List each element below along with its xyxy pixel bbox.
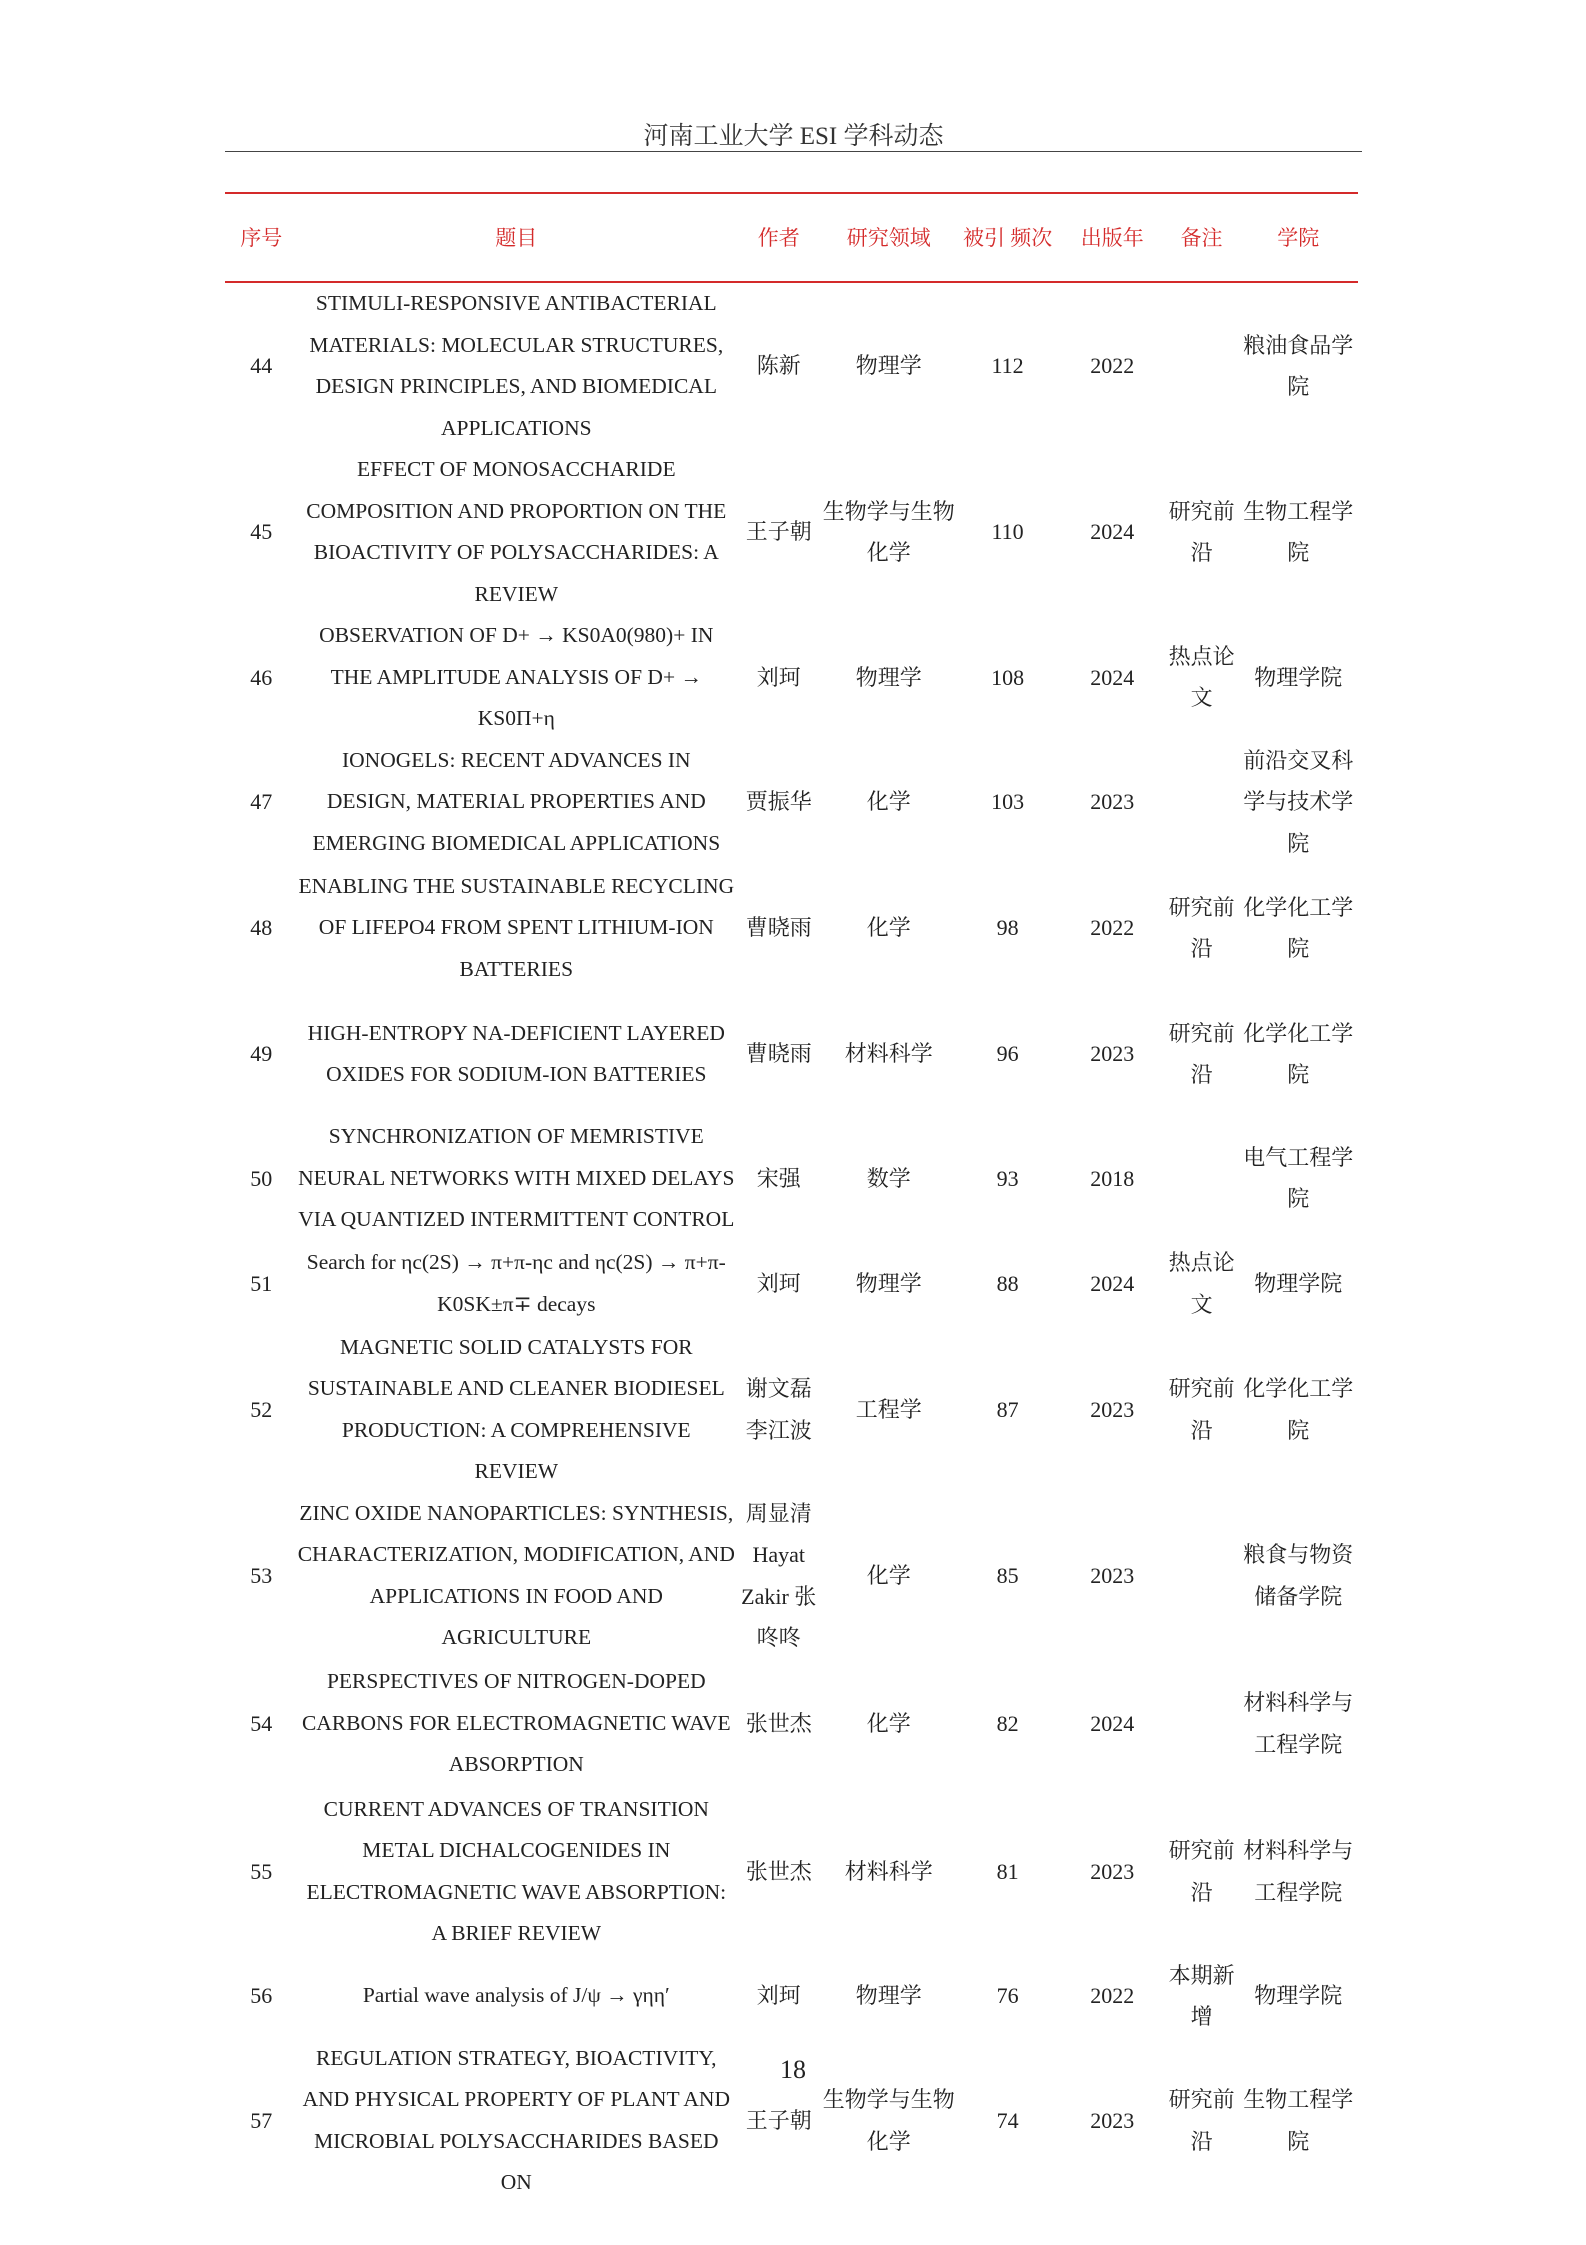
cell-note: 热点论文 xyxy=(1168,643,1235,711)
cell-college: 物理学院 xyxy=(1254,1983,1343,2009)
cell-field: 化学 xyxy=(866,1562,911,1588)
cell-year: 2022 xyxy=(1090,1983,1135,2009)
table-row xyxy=(225,1955,1358,2038)
cell-citations: 110 xyxy=(991,519,1024,545)
cell-author: 张世杰 xyxy=(745,1858,812,1884)
cell-citations: 88 xyxy=(996,1270,1019,1296)
cell-citations: 74 xyxy=(996,2107,1019,2133)
running-header: 河南工业大学 ESI 学科动态 xyxy=(643,123,944,150)
cell-citations: 96 xyxy=(996,1041,1019,1067)
cell-author: 宋强 xyxy=(756,1165,801,1191)
cell-author: 谢文磊 李江波 xyxy=(745,1376,812,1443)
table-row xyxy=(225,615,1358,740)
cell-title: MAGNETIC SOLID CATALYSTS FOR SUSTAINABLE AND CLEANER BIODIESEL PRODUCTION: A COMPREHENSIVE REVIEW xyxy=(307,1334,725,1483)
cell-field: 生物学与生物化学 xyxy=(822,498,955,565)
cell-author: 陈新 xyxy=(756,353,801,379)
cell-note: 研究前沿 xyxy=(1168,894,1235,961)
cell-note xyxy=(1165,282,1239,449)
cell-year: 2022 xyxy=(1090,915,1135,941)
table-row xyxy=(225,740,1358,865)
cell-field: 物理学 xyxy=(855,1270,922,1296)
cell-title: ENABLING THE SUSTAINABLE RECYCLING OF LIFEPO4 FROM SPENT LITHIUM-ION BATTERIES xyxy=(298,873,735,981)
cell-title: IONOGELS: RECENT ADVANCES IN DESIGN, MATERIAL PROPERTIES AND EMERGING BIOMEDICAL APPLICATIONS xyxy=(312,747,721,855)
cell-college: 材料科学与工程学院 xyxy=(1243,1838,1354,1905)
cell-citations: 82 xyxy=(996,1710,1019,1736)
table-row xyxy=(225,1327,1358,1493)
cell-author: 刘珂 xyxy=(756,1270,801,1296)
cell-college: 化学化工学院 xyxy=(1243,1020,1354,1087)
cell-title: EFFECT OF MONOSACCHARIDE COMPOSITION AND PROPORTION ON THE BIOACTIVITY OF POLYSACCHARIDES: A REVIEW xyxy=(306,457,727,606)
cell-no: 47 xyxy=(250,789,273,814)
cell-field: 工程学 xyxy=(855,1396,922,1422)
cell-field: 物理学 xyxy=(855,353,922,379)
cell-college: 化学化工学院 xyxy=(1243,1376,1354,1443)
cell-citations: 112 xyxy=(991,353,1024,379)
cell-no: 50 xyxy=(250,1165,273,1191)
table-row xyxy=(225,1493,1358,1659)
highly-cited-papers-table xyxy=(225,192,1358,2204)
cell-title: PERSPECTIVES OF NITROGEN-DOPED CARBONS FOR ELECTROMAGNETIC WAVE ABSORPTION xyxy=(301,1669,731,1777)
table-row xyxy=(225,449,1358,615)
cell-note: 热点论文 xyxy=(1168,1250,1235,1317)
cell-college: 粮油食品学院 xyxy=(1243,332,1354,399)
cell-no: 51 xyxy=(250,1270,273,1296)
header-college: 学院 xyxy=(1238,193,1358,282)
cell-field: 生物学与生物化学 xyxy=(822,2087,955,2154)
cell-college: 生物工程学院 xyxy=(1243,498,1354,565)
cell-title: SYNCHRONIZATION OF MEMRISTIVE NEURAL NETWORKS WITH MIXED DELAYS VIA QUANTIZED INTERMITTENT CONTROL xyxy=(298,1124,735,1231)
page-number: 18 xyxy=(780,2055,806,2084)
cell-year: 2022 xyxy=(1090,353,1135,379)
cell-no: 44 xyxy=(250,353,273,379)
table-row xyxy=(225,864,1358,992)
header-year: 出版年 xyxy=(1060,193,1165,282)
cell-college: 前沿交叉科学与技术学院 xyxy=(1243,747,1354,856)
cell-no: 56 xyxy=(250,1983,273,2009)
cell-college: 粮食与物资储备学院 xyxy=(1243,1542,1354,1609)
cell-note: 研究前沿 xyxy=(1168,1020,1235,1087)
cell-author: 曹晓雨 xyxy=(745,915,812,941)
table-row xyxy=(225,282,1358,449)
cell-field: 物理学 xyxy=(855,1983,922,2009)
cell-note: 本期新增 xyxy=(1168,1962,1235,2029)
header-title: 题目 xyxy=(297,193,735,282)
cell-no: 53 xyxy=(250,1562,273,1588)
cell-year: 2024 xyxy=(1090,664,1135,690)
cell-citations: 81 xyxy=(996,1858,1019,1884)
cell-title: STIMULI-RESPONSIVE ANTIBACTERIAL MATERIALS: MOLECULAR STRUCTURES, DESIGN PRINCIPLES, AND BIOMEDICAL APPLICATIONS xyxy=(309,291,724,440)
cell-year: 2023 xyxy=(1090,1396,1135,1422)
cell-citations: 93 xyxy=(996,1165,1019,1191)
cell-field: 物理学 xyxy=(855,664,922,690)
cell-note xyxy=(1165,1116,1239,1241)
cell-citations: 87 xyxy=(996,1396,1019,1422)
cell-citations: 76 xyxy=(996,1983,1019,2009)
header-citations: 被引 频次 xyxy=(955,193,1060,282)
cell-college: 生物工程学院 xyxy=(1243,2087,1354,2154)
cell-author: 贾振华 xyxy=(745,789,812,814)
table-row xyxy=(225,992,1358,1116)
cell-note: 研究前沿 xyxy=(1168,498,1235,565)
cell-title: REGULATION STRATEGY, BIOACTIVITY, AND PHYSICAL PROPERTY OF PLANT AND MICROBIAL POLYSACCHARIDES BASED ON xyxy=(302,2045,730,2194)
cell-no: 54 xyxy=(250,1710,273,1736)
cell-year: 2023 xyxy=(1090,2107,1135,2133)
cell-title: HIGH-ENTROPY NA-DEFICIENT LAYERED OXIDES FOR SODIUM-ION BATTERIES xyxy=(307,1020,725,1086)
cell-field: 数学 xyxy=(866,1165,911,1191)
cell-author: 刘珂 xyxy=(756,1983,801,2009)
cell-author: 张世杰 xyxy=(745,1710,812,1736)
cell-year: 2024 xyxy=(1090,1710,1135,1736)
cell-no: 45 xyxy=(250,519,273,545)
cell-no: 46 xyxy=(250,664,273,690)
table-header-row xyxy=(225,193,1358,282)
cell-college: 电气工程学院 xyxy=(1243,1144,1354,1212)
cell-year: 2023 xyxy=(1090,1858,1135,1884)
cell-citations: 103 xyxy=(991,789,1025,814)
cell-note xyxy=(1165,1493,1239,1659)
cell-field: 化学 xyxy=(866,915,911,941)
cell-no: 57 xyxy=(250,2107,273,2133)
cell-no: 49 xyxy=(250,1041,273,1067)
cell-note: 研究前沿 xyxy=(1168,2087,1235,2154)
cell-citations: 108 xyxy=(991,664,1025,690)
cell-note: 研究前沿 xyxy=(1168,1838,1235,1905)
header-field: 研究领域 xyxy=(822,193,955,282)
cell-field: 材料科学 xyxy=(844,1858,933,1884)
table-row xyxy=(225,1241,1358,1327)
cell-college: 物理学院 xyxy=(1254,1270,1343,1296)
cell-year: 2023 xyxy=(1090,1041,1135,1067)
cell-author: 王子朝 xyxy=(745,2107,812,2133)
cell-author: 周显清 Hayat Zakir 张咚咚 xyxy=(741,1500,817,1650)
cell-college: 材料科学与工程学院 xyxy=(1243,1690,1354,1757)
cell-college: 物理学院 xyxy=(1254,664,1343,690)
table-body xyxy=(225,282,1358,2204)
cell-year: 2024 xyxy=(1090,519,1135,545)
header-rule xyxy=(225,151,1362,152)
cell-field: 材料科学 xyxy=(844,1041,933,1067)
header-author: 作者 xyxy=(735,193,822,282)
table-row xyxy=(225,1116,1358,1241)
cell-year: 2018 xyxy=(1090,1165,1135,1191)
cell-college: 化学化工学院 xyxy=(1243,894,1354,961)
cell-title: ZINC OXIDE NANOPARTICLES: SYNTHESIS, CHARACTERIZATION, MODIFICATION, AND APPLICATIONS IN FOOD AND AGRICULTURE xyxy=(297,1500,735,1649)
cell-author: 王子朝 xyxy=(745,519,812,545)
cell-note xyxy=(1165,740,1239,865)
cell-no: 48 xyxy=(250,915,273,941)
cell-title: Search for ηc(2S) → π+π-ηc and ηc(2S) → π+π-K0SK±π∓ decays xyxy=(306,1250,726,1316)
table-row xyxy=(225,1659,1358,1789)
table-row xyxy=(225,1789,1358,1955)
cell-citations: 85 xyxy=(996,1562,1019,1588)
cell-title: OBSERVATION OF D+ → KS0A0(980)+ IN THE AMPLITUDE ANALYSIS OF D+ → KS0Π+η xyxy=(319,623,714,730)
cell-year: 2023 xyxy=(1090,789,1135,814)
cell-title: Partial wave analysis of J/ψ → γηη′ xyxy=(362,1983,670,2008)
cell-author: 曹晓雨 xyxy=(745,1041,812,1067)
cell-no: 52 xyxy=(250,1396,273,1422)
cell-field: 化学 xyxy=(866,789,911,814)
cell-field: 化学 xyxy=(866,1710,911,1736)
cell-citations: 98 xyxy=(996,915,1019,941)
cell-no: 55 xyxy=(250,1858,273,1884)
cell-title: CURRENT ADVANCES OF TRANSITION METAL DICHALCOGENIDES IN ELECTROMAGNETIC WAVE ABSORPTION: A BRIEF REVIEW xyxy=(306,1796,727,1945)
cell-year: 2024 xyxy=(1090,1270,1135,1296)
cell-author: 刘珂 xyxy=(756,664,801,690)
cell-note xyxy=(1165,1659,1239,1789)
header-no: 序号 xyxy=(225,193,297,282)
header-note: 备注 xyxy=(1165,193,1239,282)
cell-note: 研究前沿 xyxy=(1168,1376,1235,1443)
cell-year: 2023 xyxy=(1090,1562,1135,1588)
